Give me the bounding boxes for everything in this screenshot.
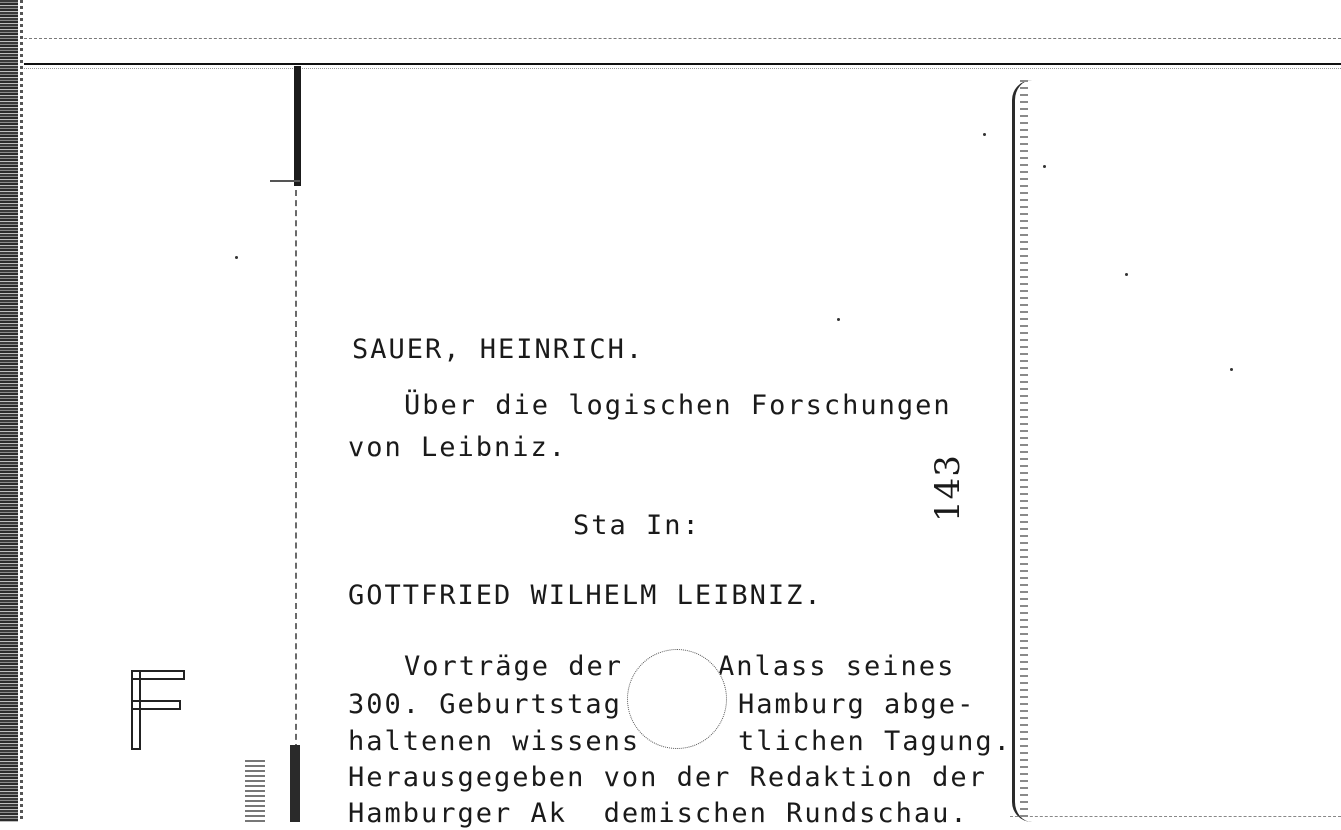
- top-rule: [24, 63, 1341, 65]
- speck: [1230, 368, 1233, 371]
- title-line-2: von Leibniz.: [348, 432, 568, 463]
- speck: [837, 318, 840, 321]
- top-dashed-line: [24, 38, 1341, 39]
- card-number: 143: [928, 454, 968, 522]
- desc-line-3a: haltenen wissens: [348, 726, 641, 757]
- bottom-left-post: [290, 745, 300, 822]
- scan-left-edge: [0, 0, 18, 822]
- speck: [1125, 273, 1128, 276]
- scan-left-edge-dotted: [20, 0, 23, 822]
- desc-line-3b: tlichen Tagung.: [738, 726, 1012, 757]
- speck: [983, 133, 986, 136]
- desc-line-2a: 300. Geburtstag: [348, 689, 622, 720]
- bottom-left-hatching: [245, 760, 265, 822]
- bottom-dashed-line: [1010, 816, 1341, 817]
- left-post: [270, 66, 304, 186]
- left-guide-line: [295, 190, 297, 750]
- left-post-cap: [270, 176, 300, 182]
- title-line-1: Über die logischen Forschungen: [404, 390, 952, 421]
- author-heading: SAUER, HEINRICH.: [352, 334, 645, 365]
- in-label: Sta In:: [573, 510, 701, 541]
- desc-line-2b: Hamburg abge-: [738, 689, 976, 720]
- card-right-dots: [1020, 80, 1028, 822]
- speck: [1043, 165, 1046, 168]
- punch-hole: [627, 649, 727, 749]
- speck: [235, 256, 238, 259]
- desc-line-4: Herausgegeben von der Redaktion der: [348, 762, 987, 793]
- book-title: GOTTFRIED WILHELM LEIBNIZ.: [348, 580, 823, 611]
- desc-line-5: Hamburger Ak demischen Rundschau.: [348, 798, 969, 829]
- stamp-f-mark: [129, 670, 183, 746]
- desc-line-1b: Anlass seines: [718, 651, 956, 682]
- left-post-bar: [294, 66, 301, 186]
- desc-line-1a: Vorträge der: [404, 651, 624, 682]
- top-dotted-rule: [24, 68, 1341, 69]
